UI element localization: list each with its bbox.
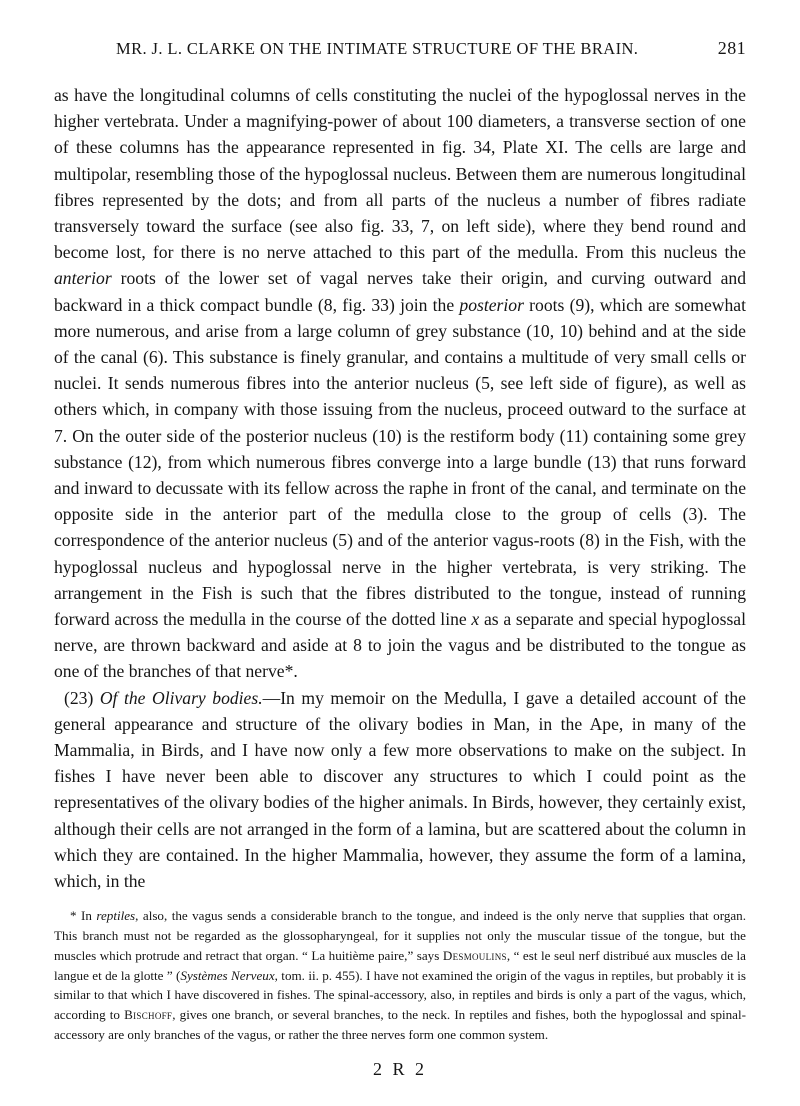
footnote-text: , gives one branch, or several branches, to the neck. In reptiles and fishes, both the hypoglossal and spinal-accessory are only branches of the vagus, or rather the three nerves form one common system.: [54, 1007, 746, 1043]
emphasis-posterior: posterior: [459, 294, 524, 315]
footnotes: [54, 906, 746, 1045]
body-text: [54, 82, 746, 894]
signature-mark: 2 R 2: [372, 1058, 427, 1079]
author-bischoff: Bischoff: [124, 1007, 173, 1023]
page-number: 281: [717, 38, 746, 58]
footnote-text: , also, the vagus sends a considerable branch to the tongue, and indeed is the only nerve that supplies that organ. This branch must not be regarded as the glossopharyngeal, for it supplies not only the muscular tissue of the tongue, but the muscles which protrude and retract that organ. “ La huitième paire,” says: [54, 908, 746, 963]
paragraph-text: roots (9), which are somewhat more numerous, and arise from a large column of grey substance (10, 10) behind and at the side of the canal (6). This substance is finely granular, and contains a multitude of very small cells or nuclei. It sends numerous fibres into the anterior nucleus (5, see left side of figure), as well as others which, in company with those issuing from the nucleus, proceed outward to the surface at 7. On the outer side of the posterior nucleus (10) is the restiform body (11) containing some grey substance (12), from which numerous fibres converge into a large bundle (13) that runs forward and inward to decussate with its fellow across the raphe in front of the canal, and terminate on the opposite side in the anterior part of the medulla close to the group of cells (3). The correspondence of the anterior nucleus (5) and of the anterior vagus-roots (8) in the Fish, with the hypoglossal nucleus and hypoglossal nerve in the higher vertebrata, is very striking. The arrangement in the Fish is such that the fibres distributed to the tongue, instead of running forward across the medulla in the course of the dotted line: [54, 294, 747, 630]
paragraph-text: roots of the lower set of vagal nerves take their origin, and curving outward and backward in a thick compact bundle (8, fig. 33) join the: [54, 268, 746, 315]
paragraph-text: as a separate and special hypoglossal nerve, are thrown backward and aside at 8 to join the vagus and be distributed to the tongue as one of the branches of that nerve*.: [54, 609, 746, 682]
author-desmoulins: Desmoulins: [442, 947, 507, 963]
paragraph-text: as have the longitudinal columns of cells constituting the nuclei of the hypoglossal nerves in the higher vertebrata. Under a magnifying-power of about 100 diameters, a transverse section of one of these columns has the appearance represented in fig. 34, Plate XI. The cells are large and multipolar, resembling those of the hypoglossal nucleus. Between them are numerous longitudinal fibres represented by the dots; and from all parts of the nucleus a number of fibres radiate transversely toward the surface (see also fig. 33, 7, on left side), where they bend round and become lost, for there is no nerve attached to this part of the medulla. From this nucleus the: [54, 85, 746, 263]
section-heading: Of the Olivary bodies.: [99, 687, 263, 708]
page: [54, 38, 746, 1080]
footnote-text: , “ est le seul nerf distribué aux muscles de la langue et de la glotte ” (: [54, 947, 746, 983]
footnote-text: , tom. ii. p. 455). I have not examined the origin of the vagus in reptiles, but probably it is similar to that which I have discovered in fishes. The spinal-accessory, also, in reptiles and birds is only a part of the vagus, which, according to: [54, 967, 746, 1023]
footnote: [54, 906, 746, 1045]
emphasis-x: x: [471, 609, 480, 630]
cited-work: Systèmes Nerveux: [180, 967, 275, 983]
emphasis-reptiles: reptiles: [96, 908, 136, 924]
running-title: MR. J. L. CLARKE ON THE INTIMATE STRUCTURE OF THE BRAIN.: [116, 39, 639, 58]
paragraph-olivary-bodies: [54, 685, 746, 895]
section-number: (23): [64, 687, 100, 708]
running-head: [116, 38, 746, 64]
paragraph-hypoglossal-nuclei: [54, 82, 746, 685]
footnote-marker: * In: [70, 908, 97, 924]
paragraph-text: —In my memoir on the Medulla, I gave a detailed account of the general appearance and structure of the olivary bodies in Man, in the Ape, in many of the Mammalia, in Birds, and I have now only a few more observations to make on the subject. In fishes I have never been able to discover any structures to which I could point as the representatives of the olivary bodies of the higher animals. In Birds, however, they certainly exist, although their cells are not arranged in the form of a lamina, but are scattered about the column in which they are contained. In the higher Mammalia, however, they assume the form of a lamina, which, in the: [54, 687, 746, 892]
emphasis-anterior: anterior: [54, 268, 112, 289]
